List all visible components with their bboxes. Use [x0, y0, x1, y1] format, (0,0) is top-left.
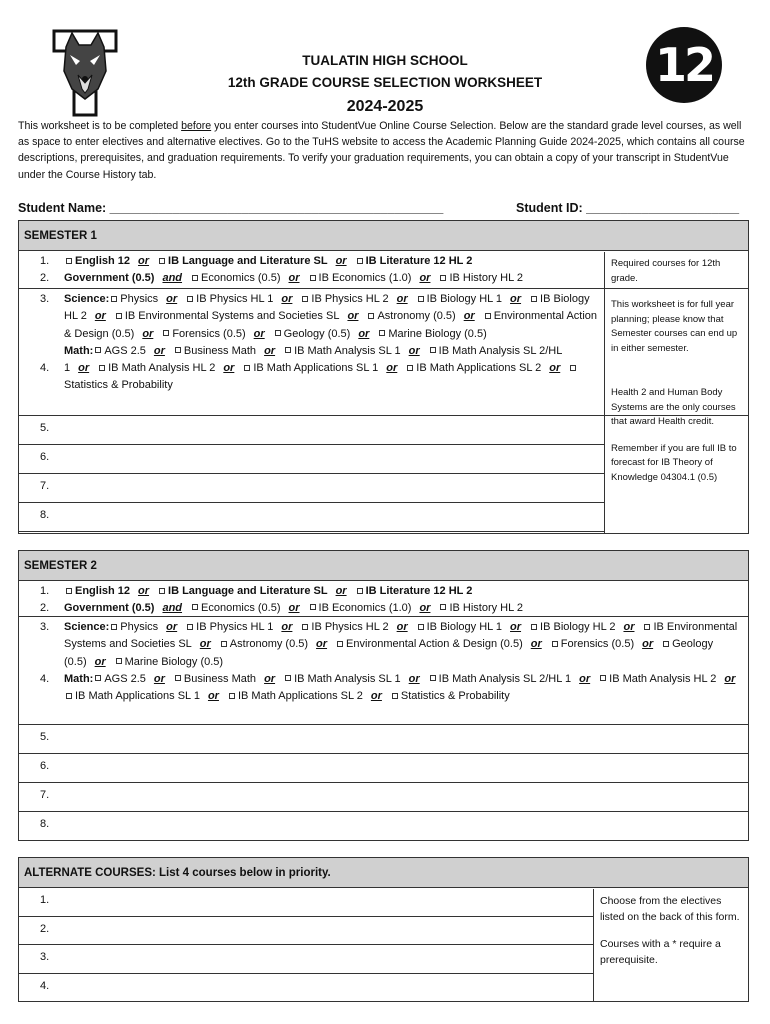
required-row-s2: 1. 2. English 12 or IB Language and Literature SL or IB Literature 12 HL 2 Government (0.5) and Economics (0.5) or IB Economics (1.0) or IB History HL 2: [19, 581, 748, 617]
checkbox[interactable]: [66, 588, 72, 594]
alternate-row-1[interactable]: 1.: [19, 888, 594, 917]
wolf-logo-icon: [52, 27, 118, 117]
school-name: TUALATIN HIGH SCHOOL: [302, 53, 468, 68]
checkbox[interactable]: [302, 624, 308, 630]
note-electives: Choose from the electives listed on the back of this form.: [600, 895, 740, 923]
intro-underlined: before: [181, 120, 212, 132]
note-prerequisite: Courses with a * require a prerequisite.: [600, 938, 721, 966]
checkbox[interactable]: [95, 347, 101, 353]
checkbox[interactable]: [285, 347, 291, 353]
checkbox[interactable]: [187, 624, 193, 630]
checkbox[interactable]: [379, 330, 385, 336]
alternate-courses-box: [18, 857, 749, 1002]
checkbox[interactable]: [175, 675, 181, 681]
checkbox[interactable]: [440, 604, 446, 610]
checkbox[interactable]: [531, 624, 537, 630]
checkbox[interactable]: [310, 275, 316, 281]
school-year: 2024-2025: [346, 98, 424, 115]
checkbox[interactable]: [275, 330, 281, 336]
worksheet-title: 12th GRADE COURSE SELECTION WORKSHEET: [227, 75, 543, 90]
checkbox[interactable]: [407, 365, 413, 371]
checkbox[interactable]: [229, 693, 235, 699]
english-line-s2: English 12 or IB Language and Literature SL or IB Literature 12 HL 2: [64, 583, 744, 600]
science-math-row-s2: 3. 4. Science: Physics or IB Physics HL 1 or IB Physics HL 2 or IB Biology HL 1 or IB Biology HL 2 or IB Environmental Systems and Societies SL or Astronomy (0.5) or Environmental Action & Design (0.5) or Forensics (0.5) or Geology (0.5) or Marine Biology (0.5) Math: AGS 2.5 or Business Math or IB Math Analysis SL 1 or IB Math Analysis SL 2/HL 1 or IB Math Analysis HL 2 orIB Math Applications SL 1 or IB Math Applications SL 2 or Statistics & Probability: [19, 617, 748, 725]
semester-2-box: [18, 550, 749, 841]
elective-row-6-s2[interactable]: 6.: [19, 754, 748, 783]
checkbox[interactable]: [485, 313, 491, 319]
checkbox[interactable]: [187, 296, 193, 302]
checkbox[interactable]: [111, 624, 117, 630]
checkbox[interactable]: [192, 275, 198, 281]
checkbox[interactable]: [310, 604, 316, 610]
elective-row-7[interactable]: 7.: [19, 474, 605, 503]
semester-1-title: SEMESTER 1: [19, 221, 748, 251]
checkbox[interactable]: [159, 258, 165, 264]
checkbox[interactable]: [302, 296, 308, 302]
science-math-row: 3. 4. Science: Physics or IB Physics HL 1 or IB Physics HL 2 or IB Biology HL 1 or IB Biology HL 2 or IB Environmental Systems and Societies SL or Astronomy (0.5) or Environmental Action & Design (0.5) or Forensics (0.5) or Geology (0.5) or Marine Biology (0.5) Math: AGS 2.5 or Business Math or IB Math Analysis SL 1 or IB Math Analysis SL 2/HL 1 or IB Math Analysis HL 2 or IB Math Applications SL 1 or IB Math Applications SL 2 orStatistics & Probability: [19, 289, 748, 416]
checkbox[interactable]: [430, 347, 436, 353]
student-id-field[interactable]: Student ID: ______________________: [516, 201, 740, 215]
checkbox[interactable]: [570, 365, 576, 371]
grade-badge: 12: [646, 27, 722, 103]
alternate-courses-title: ALTERNATE COURSES: List 4 courses below in priority.: [19, 858, 748, 888]
checkbox[interactable]: [163, 330, 169, 336]
elective-row-8-s2[interactable]: 8.: [40, 818, 50, 830]
checkbox[interactable]: [357, 258, 363, 264]
intro-paragraph: [18, 118, 753, 183]
elective-row-5-s2[interactable]: 5.: [19, 725, 748, 754]
checkbox[interactable]: [66, 693, 72, 699]
checkbox[interactable]: [244, 365, 250, 371]
student-fields: [18, 201, 750, 219]
required-row: 1. 2. English 12 or IB Language and Literature SL or IB Literature 12 HL 2 Government (0.5) and Economics (0.5) or IB Economics (1.0) or IB History HL 2: [19, 251, 748, 289]
note-health: Health 2 and Human Body Systems are the only courses that award Health credit.: [611, 387, 736, 427]
semester-1-box: [18, 220, 749, 534]
semester-2-title: SEMESTER 2: [19, 551, 748, 581]
english-line: English 12 or IB Language and Literature SL or IB Literature 12 HL 2: [64, 253, 598, 270]
elective-row-6[interactable]: 6.: [19, 445, 605, 474]
math-line: Math: AGS 2.5 or Business Math or IB Math Analysis SL 1 or IB Math Analysis SL 2/HL 1 or IB Math Analysis HL 2 or IB Math Applications SL 1 or IB Math Applications SL 2 orStatistics & Probability: [64, 343, 598, 395]
alternate-row-2[interactable]: 2.: [19, 917, 594, 946]
checkbox[interactable]: [221, 641, 227, 647]
intro-text-1: This worksheet is to be completed: [18, 120, 182, 132]
checkbox[interactable]: [430, 675, 436, 681]
checkbox[interactable]: [111, 296, 117, 302]
math-line-s2: Math: AGS 2.5 or Business Math or IB Math Analysis SL 1 or IB Math Analysis SL 2/HL 1 or IB Math Analysis HL 2 orIB Math Applications SL 1 or IB Math Applications SL 2 or Statistics & Probability: [64, 672, 736, 703]
government-line-s2: Government (0.5) and Economics (0.5) or IB Economics (1.0) or IB History HL 2: [64, 601, 523, 614]
checkbox[interactable]: [66, 258, 72, 264]
checkbox[interactable]: [159, 588, 165, 594]
checkbox[interactable]: [95, 675, 101, 681]
checkbox[interactable]: [285, 675, 291, 681]
checkbox[interactable]: [440, 275, 446, 281]
checkbox[interactable]: [368, 313, 374, 319]
student-name-field[interactable]: Student Name: ________________________________________________: [18, 201, 444, 215]
checkbox[interactable]: [116, 658, 122, 664]
alternate-row-4[interactable]: 4.: [19, 974, 594, 1003]
alternate-row-3[interactable]: 3.: [19, 945, 594, 974]
elective-row-5[interactable]: 5.: [19, 416, 605, 445]
checkbox[interactable]: [337, 641, 343, 647]
science-line: Science: Physics or IB Physics HL 1 or IB Physics HL 2 or IB Biology HL 1 or IB Biology HL 2 or IB Environmental Systems and Societies SL or Astronomy (0.5) or Environmental Action & Design (0.5) or Forensics (0.5) or Geology (0.5) or Marine Biology (0.5): [64, 293, 598, 340]
checkbox[interactable]: [116, 313, 122, 319]
checkbox[interactable]: [99, 365, 105, 371]
checkbox[interactable]: [663, 641, 669, 647]
semester-1-notes: [604, 252, 748, 533]
checkbox[interactable]: [600, 675, 606, 681]
elective-row-8[interactable]: 8.: [19, 503, 605, 532]
checkbox[interactable]: [392, 693, 398, 699]
science-line-s2: Science: Physics or IB Physics HL 1 or IB Physics HL 2 or IB Biology HL 1 or IB Biology HL 2 or IB Environmental Systems and Societies SL or Astronomy (0.5) or Environmental Action & Design (0.5) or Forensics (0.5) or Geology (0.5) or Marine Biology (0.5): [64, 621, 738, 668]
checkbox[interactable]: [552, 641, 558, 647]
checkbox[interactable]: [531, 296, 537, 302]
checkbox[interactable]: [357, 588, 363, 594]
government-line: Government (0.5) and Economics (0.5) or IB Economics (1.0) or IB History HL 2: [64, 272, 523, 285]
page-header: [0, 0, 770, 118]
checkbox[interactable]: [175, 347, 181, 353]
intro-text-2: you enter courses into StudentVue Online Course Selection. Below are the standard grade level courses, as well as space to enter electives and alternative electives. Go to the TuHS website to access the Academic Planning Guide 2024-2025, which contains all course descriptions, prerequisites, and graduation requirements. To verify your graduation requirements, you can obtain a copy of your transcript in StudentVue under the Course History tab.: [18, 120, 745, 181]
elective-row-7-s2[interactable]: 7.: [19, 783, 748, 812]
note-required: Required courses for 12th grade.: [611, 258, 721, 284]
checkbox[interactable]: [418, 296, 424, 302]
note-full-year: This worksheet is for full year planning; please know that Semester courses can end up in either semester.: [611, 299, 738, 354]
alternate-notes: [593, 889, 748, 1001]
checkbox[interactable]: [418, 624, 424, 630]
checkbox[interactable]: [192, 604, 198, 610]
checkbox[interactable]: [644, 624, 650, 630]
note-ib: Remember if you are full IB to forecast for IB Theory of Knowledge 04304.1 (0.5): [611, 442, 737, 483]
